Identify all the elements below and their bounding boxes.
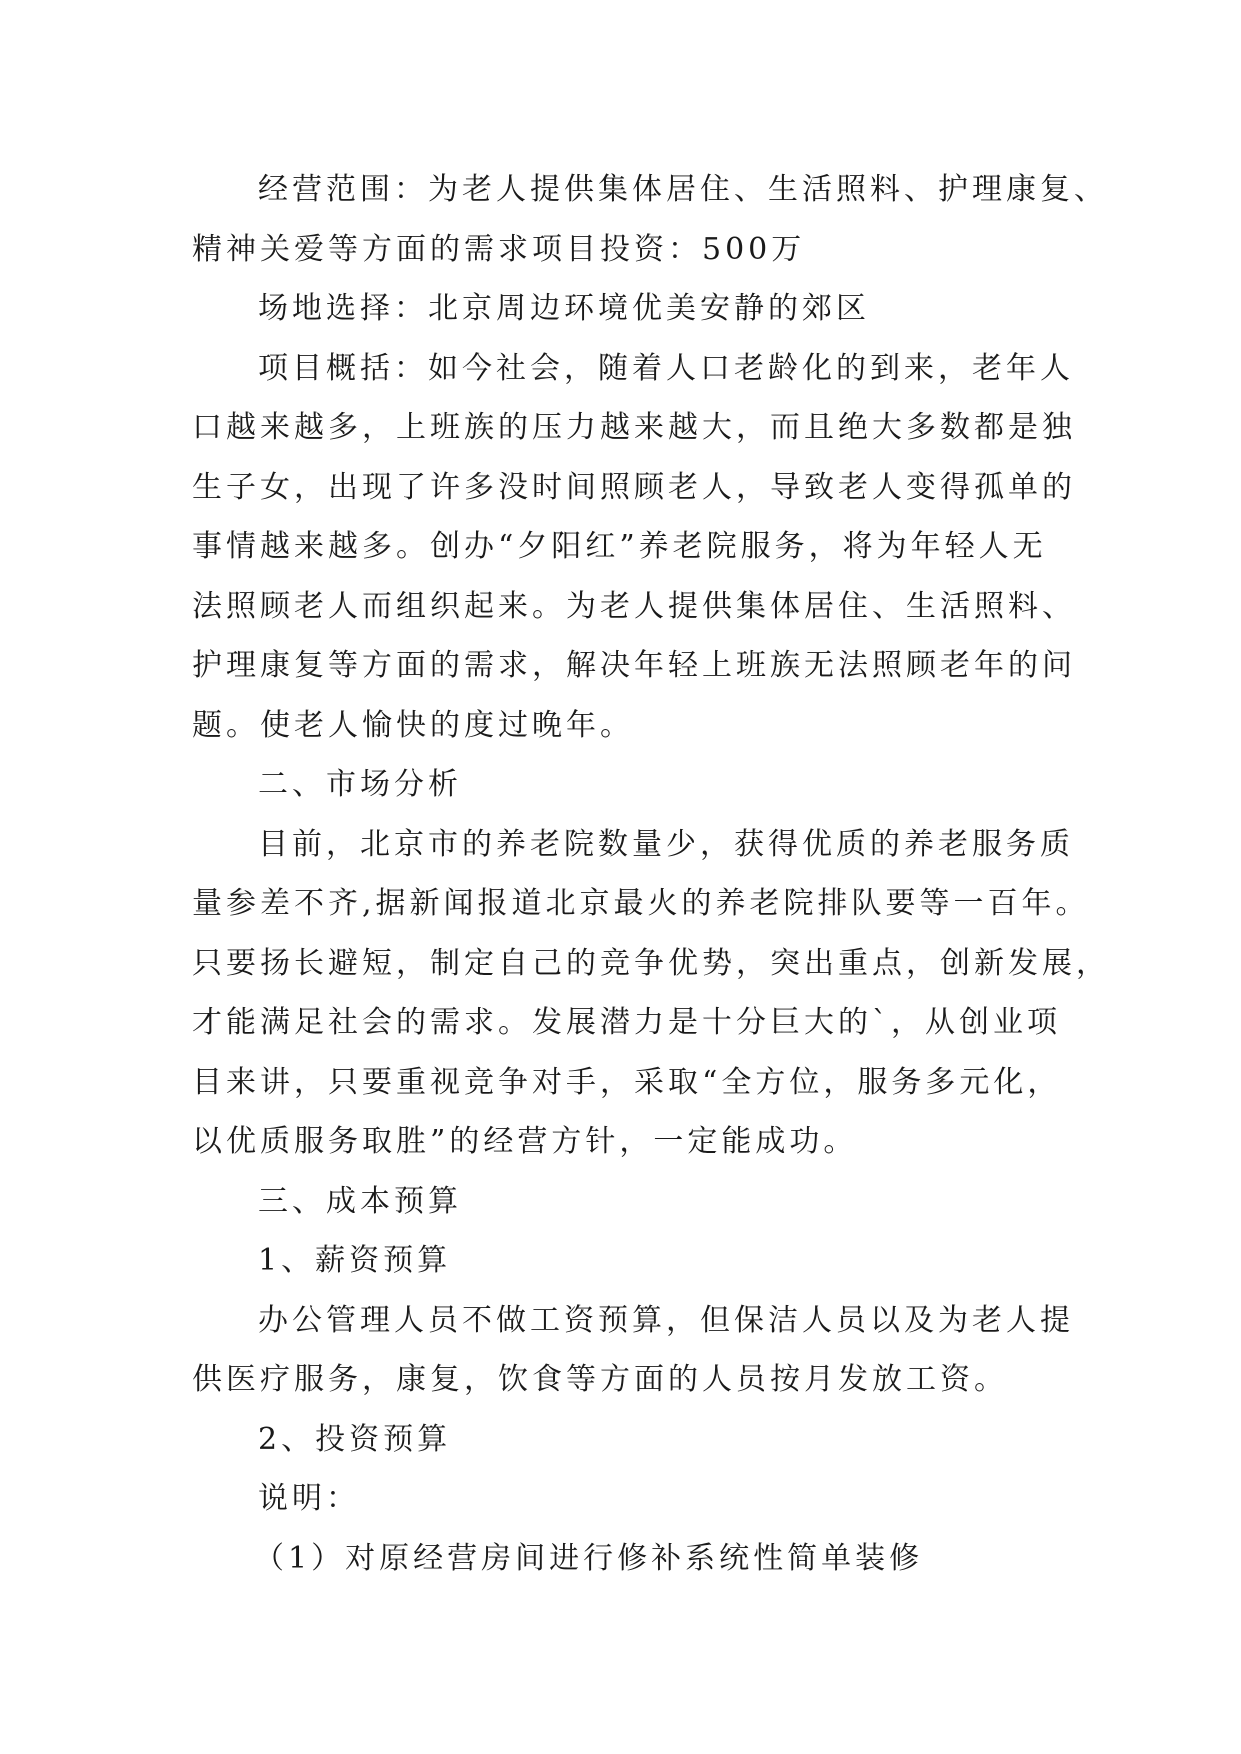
section-heading-cost-budget: 三、成本预算 <box>258 1183 462 1219</box>
subheading-salary-budget: 1、薪资预算 <box>258 1243 452 1278</box>
document-body <box>192 160 1110 1588</box>
paragraph-line: 目来讲，只要重视竞争对手，采取“全方位，服务多元化， <box>192 1064 1062 1100</box>
paragraph-line: 场地选择：北京周边环境优美安静的郊区 <box>258 291 870 326</box>
section-heading-market-analysis: 二、市场分析 <box>258 767 462 802</box>
list-item: （1）对原经营房间进行修补系统性简单装修 <box>254 1540 924 1576</box>
paragraph-line: 只要扬长避短，制定自己的竞争优势，突出重点，创新发展， <box>192 945 1110 981</box>
paragraph-line: 目前，北京市的养老院数量少，获得优质的养老服务质 <box>258 826 1074 862</box>
paragraph-line: 才能满足社会的需求。发展潜力是十分巨大的`，从创业项 <box>192 1005 1061 1040</box>
paragraph-line: 事情越来越多。创办“夕阳红”养老院服务，将为年轻人无 <box>192 529 1047 564</box>
paragraph-line: 办公管理人员不做工资预算，但保洁人员以及为老人提 <box>258 1302 1074 1338</box>
paragraph-line: 量参差不齐,据新闻报道北京最火的养老院排队要等一百年。 <box>192 886 1090 921</box>
paragraph-line: 经营范围：为老人提供集体居住、生活照料、护理康复、 <box>258 172 1108 207</box>
note-label: 说明： <box>258 1481 360 1516</box>
paragraph-line: 题。使老人愉快的度过晚年。 <box>192 707 634 743</box>
paragraph-line: 生子女，出现了许多没时间照顾老人，导致老人变得孤单的 <box>192 469 1076 505</box>
paragraph-line: 护理康复等方面的需求，解决年轻上班族无法照顾老年的问 <box>192 648 1076 683</box>
paragraph-line: 口越来越多，上班族的压力越来越大，而且绝大多数都是独 <box>192 410 1076 445</box>
paragraph-line: 法照顾老人而组织起来。为老人提供集体居住、生活照料、 <box>192 588 1076 624</box>
paragraph-line: 以优质服务取胜”的经营方针，一定能成功。 <box>192 1124 858 1159</box>
subheading-investment-budget: 2、投资预算 <box>258 1421 452 1457</box>
paragraph-line: 精神关爱等方面的需求项目投资：500万 <box>192 231 806 267</box>
paragraph-line: 供医疗服务，康复，饮食等方面的人员按月发放工资。 <box>192 1362 1008 1397</box>
paragraph-line: 项目概括：如今社会，随着人口老龄化的到来，老年人 <box>258 350 1074 386</box>
